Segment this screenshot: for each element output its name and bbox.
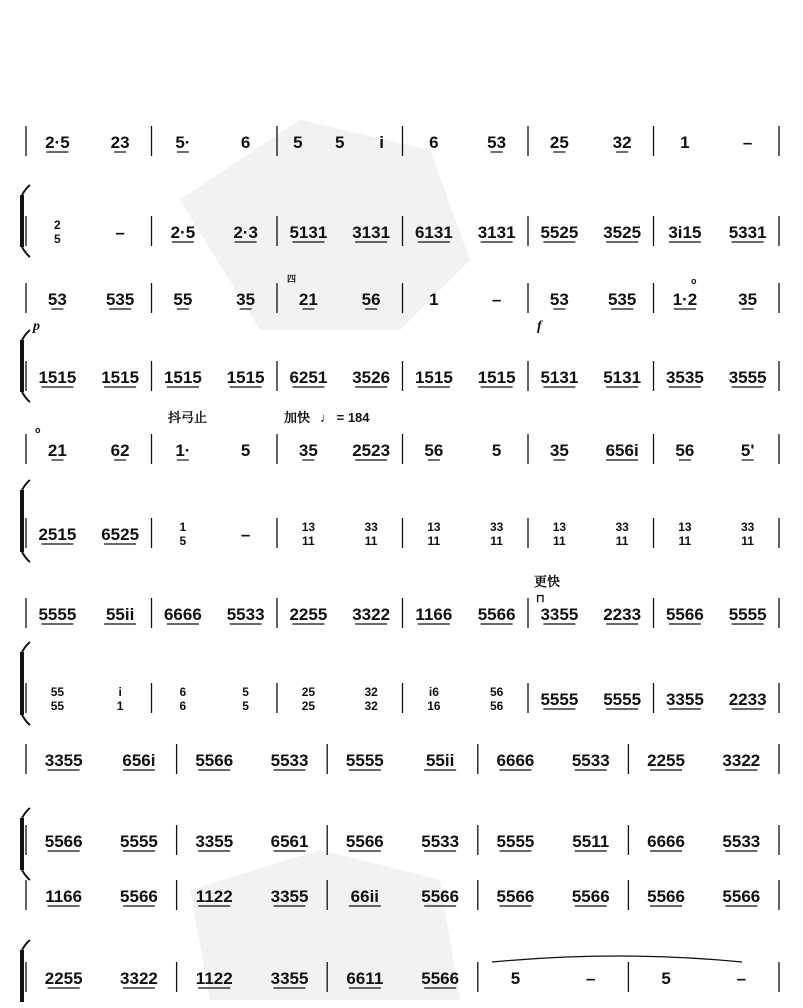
- note-group: 3525: [603, 223, 642, 242]
- note-group: 3355: [270, 969, 309, 988]
- note-group: 535: [105, 290, 135, 309]
- note-group: 6561: [270, 832, 309, 851]
- note-group: 5555: [120, 832, 158, 851]
- bow-up-mark: ⊓: [536, 593, 545, 605]
- note-group: 3355: [270, 887, 309, 906]
- note-group: 6611: [346, 969, 384, 988]
- note-group: 1·2: [672, 290, 698, 309]
- note-chord-upper: 33: [489, 520, 504, 534]
- note-group: 5566: [722, 887, 761, 906]
- note-group: 3322: [120, 969, 158, 988]
- note-group: 6666: [163, 605, 202, 624]
- note-group: 3355: [665, 690, 704, 709]
- note-group: 5566: [421, 969, 460, 988]
- note-chord-lower: 5: [242, 699, 249, 713]
- note-group: 62: [110, 441, 130, 460]
- note-group: 25: [549, 133, 569, 152]
- note-group: 5533: [571, 751, 610, 770]
- note-group: 5566: [44, 832, 83, 851]
- note-group: 5566: [421, 887, 460, 906]
- note-group: 55ii: [425, 751, 455, 770]
- note-group: 5131: [603, 368, 642, 387]
- note-group: 53: [47, 290, 67, 309]
- note-group: 3526: [352, 368, 391, 387]
- note-chord-lower: 5: [179, 534, 187, 548]
- note-group: –: [115, 223, 125, 242]
- note-group: 3555: [728, 368, 767, 387]
- note-chord-lower: 11: [302, 534, 315, 548]
- note-group: 6: [429, 133, 439, 152]
- tempo-change-mark: 加快: [284, 410, 311, 425]
- note-group: 5555: [603, 690, 642, 709]
- note-group: 5566: [345, 832, 384, 851]
- note-group: 1515: [414, 368, 453, 387]
- note-group: 21: [298, 290, 318, 309]
- faster-mark: 更快: [534, 574, 561, 589]
- note-group: i: [379, 133, 384, 152]
- note-group: 5533: [270, 751, 309, 770]
- note-group: 5533: [421, 832, 460, 851]
- note-chord-lower: 55: [50, 699, 65, 713]
- note-group: 1515: [38, 368, 77, 387]
- note-group: 6251: [289, 368, 328, 387]
- note-group: 2·3: [233, 223, 258, 242]
- note-group: 5: [661, 969, 671, 988]
- open-string-mark: o: [691, 276, 697, 286]
- note-chord-upper: i: [118, 685, 122, 699]
- note-group: 3131: [352, 223, 391, 242]
- note-group: 3355: [195, 832, 234, 851]
- note-chord-lower: 25: [301, 699, 316, 713]
- note-group: 6131: [414, 223, 453, 242]
- note-group: 66ii: [350, 887, 380, 906]
- note-group: 21: [47, 441, 67, 460]
- note-group: 5566: [496, 887, 535, 906]
- note-group: 2255: [647, 751, 685, 770]
- note-group: 1·: [175, 441, 191, 460]
- dynamic-f: f: [537, 319, 542, 334]
- note-chord-upper: i6: [428, 685, 439, 699]
- note-group: 6525: [101, 525, 140, 544]
- note-chord-lower: 56: [489, 699, 504, 713]
- note-chord-upper: 13: [552, 520, 567, 534]
- note-group: 5: [293, 133, 303, 152]
- note-group: 3535: [665, 368, 704, 387]
- note-group: 5533: [226, 605, 265, 624]
- open-string-mark-2: o: [35, 425, 41, 435]
- note-group: 1515: [101, 368, 140, 387]
- note-group: 6: [240, 133, 251, 152]
- note-group: 56: [361, 290, 381, 309]
- note-group: 656i: [122, 751, 156, 770]
- note-group: 3i15: [668, 223, 702, 242]
- note-chord-upper: 13: [301, 520, 316, 534]
- note-group: 1122: [195, 887, 233, 906]
- note-group: 1166: [45, 887, 83, 906]
- note-group: 3322: [352, 605, 391, 624]
- note-group: 35: [236, 290, 256, 309]
- note-group: 5511: [572, 832, 610, 851]
- note-chord-upper: 25: [301, 685, 316, 699]
- note-chord-lower: 11: [678, 534, 692, 548]
- note-group: 3355: [540, 605, 579, 624]
- note-chord-upper: 33: [364, 520, 378, 534]
- note-group: 5': [740, 441, 755, 460]
- note-chord-lower: 11: [490, 534, 503, 548]
- note-group: 656i: [605, 441, 639, 460]
- note-group: 55: [173, 290, 193, 309]
- note-chord-upper: 56: [489, 685, 504, 699]
- note-chord-upper: 33: [740, 520, 755, 534]
- note-group: –: [736, 969, 747, 988]
- note-group: 5131: [540, 368, 579, 387]
- note-group: 5131: [289, 223, 328, 242]
- note-chord-lower: 16: [427, 699, 441, 713]
- note-group: 1: [680, 133, 690, 152]
- note-group: 35: [549, 441, 569, 460]
- note-group: 2255: [289, 605, 328, 624]
- note-group: 5: [491, 441, 502, 460]
- note-chord-upper: 1: [179, 520, 187, 534]
- note-chord-lower: 11: [615, 534, 629, 548]
- note-group: 56: [424, 441, 444, 460]
- note-chord-upper: 55: [50, 685, 65, 699]
- note-group: 5566: [665, 605, 704, 624]
- note-group: 1515: [226, 368, 265, 387]
- note-chord-upper: 13: [678, 520, 692, 534]
- note-group: 5331: [728, 223, 767, 242]
- note-chord-upper: 33: [615, 520, 629, 534]
- note-group: 35: [738, 290, 758, 309]
- note-group: 5555: [728, 605, 767, 624]
- note-group: 2233: [603, 605, 642, 624]
- note-group: 5566: [120, 887, 158, 906]
- note-group: 5: [335, 133, 345, 152]
- note-chord-lower: 11: [364, 534, 378, 548]
- note-chord-upper: 13: [427, 520, 441, 534]
- note-group: 5566: [477, 605, 516, 624]
- note-group: 1122: [195, 969, 233, 988]
- note-group: 5: [240, 441, 251, 460]
- note-chord-lower: 11: [741, 534, 754, 548]
- note-chord-upper: 5: [242, 685, 249, 699]
- note-group: 5566: [571, 887, 610, 906]
- note-group: 1515: [163, 368, 202, 387]
- note-chord-lower: 6: [179, 699, 187, 713]
- note-chord-lower: 1: [116, 699, 124, 713]
- note-group: 56: [675, 441, 695, 460]
- note-chord-upper: 6: [179, 685, 187, 699]
- note-group: 5533: [722, 832, 761, 851]
- note-group: –: [240, 525, 251, 544]
- note-group: 5566: [647, 887, 685, 906]
- note-group: 535: [607, 290, 637, 309]
- note-group: 2233: [728, 690, 767, 709]
- watermark: [180, 120, 470, 1000]
- note-group: 55ii: [105, 605, 135, 624]
- slur-line: [492, 956, 742, 962]
- note-group: 2·5: [45, 133, 70, 152]
- note-group: 53: [549, 290, 569, 309]
- note-chord-lower: 5: [54, 232, 61, 246]
- note-group: 2·5: [170, 223, 196, 242]
- note-chord-lower: 32: [364, 699, 378, 713]
- dynamic-p: p: [33, 319, 40, 334]
- note-chord-lower: 11: [427, 534, 441, 548]
- note-group: –: [491, 290, 502, 309]
- note-group: 3131: [477, 223, 516, 242]
- tempo-value: ♩ = 184: [320, 410, 370, 425]
- note-group: 6666: [647, 832, 685, 851]
- note-group: 23: [110, 133, 130, 152]
- note-group: 2523: [352, 441, 391, 460]
- note-group: 5555: [496, 832, 535, 851]
- note-group: 5525: [540, 223, 579, 242]
- note-group: 3355: [44, 751, 83, 770]
- note-group: 2255: [44, 969, 83, 988]
- note-group: 1515: [477, 368, 516, 387]
- note-group: 32: [612, 133, 632, 152]
- note-group: 5555: [38, 605, 77, 624]
- note-group: 2515: [38, 525, 77, 544]
- bow-stop-mark: 抖弓止: [168, 410, 208, 425]
- note-group: 5: [510, 969, 521, 988]
- note-chord-upper: 2: [54, 218, 61, 232]
- note-group: 35: [298, 441, 318, 460]
- note-chord-lower: 11: [553, 534, 566, 548]
- note-group: 5·: [175, 133, 191, 152]
- note-chord-upper: 32: [364, 685, 378, 699]
- note-group: 5566: [195, 751, 234, 770]
- note-group: 1166: [415, 605, 453, 624]
- note-group: 1: [429, 290, 439, 309]
- note-group: 5555: [345, 751, 384, 770]
- note-group: 53: [487, 133, 507, 152]
- note-group: 3322: [722, 751, 761, 770]
- note-group: 6666: [496, 751, 535, 770]
- position-mark-four: 四: [287, 274, 297, 284]
- note-group: –: [586, 969, 596, 988]
- note-group: 5555: [540, 690, 579, 709]
- note-group: –: [742, 133, 753, 152]
